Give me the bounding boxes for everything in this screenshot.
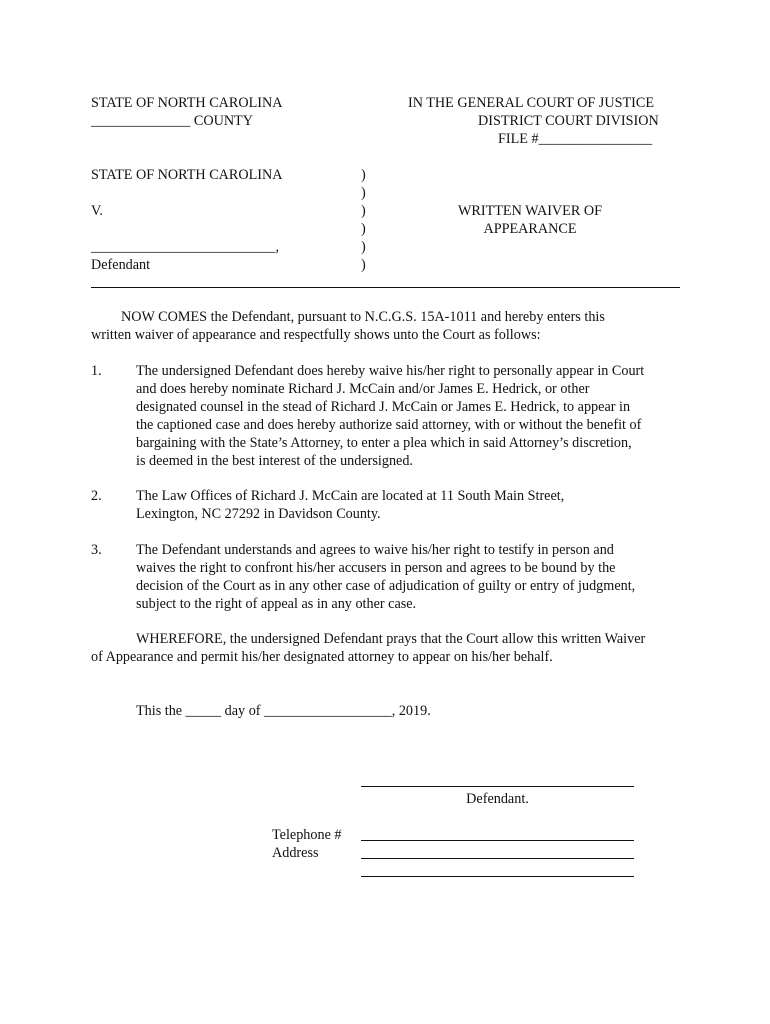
item-line: decision of the Court as in any other case of adjudication of guilty or entry of judgment, bbox=[136, 578, 636, 594]
caption-paren: ) bbox=[361, 185, 366, 201]
caption-paren: ) bbox=[361, 167, 366, 183]
county-field[interactable]: ______________ COUNTY bbox=[91, 113, 253, 129]
document-title-line2: APPEARANCE bbox=[483, 221, 577, 237]
item-line: subject to the right of appeal as in any other case. bbox=[136, 596, 417, 612]
item-line: waives the right to confront his/her accusers in person and agrees to be bound by the bbox=[136, 560, 616, 576]
state-heading: STATE OF NORTH CAROLINA bbox=[91, 95, 283, 111]
caption-paren: ) bbox=[361, 203, 366, 219]
court-heading: IN THE GENERAL COURT OF JUSTICE bbox=[408, 95, 654, 111]
item-line: the captioned case and does hereby authorize said attorney, with or without the benefit of bbox=[136, 417, 642, 433]
document-title-line1: WRITTEN WAIVER OF bbox=[458, 203, 602, 219]
plaintiff-name: STATE OF NORTH CAROLINA bbox=[91, 167, 283, 183]
defendant-name-field[interactable]: __________________________, bbox=[91, 239, 279, 255]
file-number-field[interactable]: FILE #________________ bbox=[498, 131, 653, 147]
item-line: The Defendant understands and agrees to waive his/her right to testify in person and bbox=[136, 542, 614, 558]
item-number: 2. bbox=[91, 488, 102, 504]
item-line: The undersigned Defendant does hereby waive his/her right to personally appear in Court bbox=[136, 363, 645, 379]
date-line-field[interactable]: This the _____ day of __________________, 2019. bbox=[136, 703, 431, 719]
item-line: bargaining with the State’s Attorney, to enter a plea which in said Attorney’s discretion, bbox=[136, 435, 632, 451]
wherefore-line: WHEREFORE, the undersigned Defendant prays that the Court allow this written Waiver bbox=[136, 631, 646, 647]
telephone-label: Telephone # bbox=[272, 827, 342, 843]
telephone-field[interactable] bbox=[361, 840, 634, 841]
defendant-signature-label: Defendant. bbox=[466, 791, 529, 807]
address-field-line2[interactable] bbox=[361, 876, 634, 877]
item-line: and does hereby nominate Richard J. McCain and/or James E. Hedrick, or other bbox=[136, 381, 590, 397]
caption-paren: ) bbox=[361, 257, 366, 273]
wherefore-line: of Appearance and permit his/her designated attorney to appear on his/her behalf. bbox=[91, 649, 553, 665]
versus-label: V. bbox=[91, 203, 103, 219]
item-line: Lexington, NC 27292 in Davidson County. bbox=[136, 506, 381, 522]
address-label: Address bbox=[272, 845, 319, 861]
item-number: 3. bbox=[91, 542, 102, 558]
signature-line[interactable] bbox=[361, 786, 634, 787]
caption-paren: ) bbox=[361, 221, 366, 237]
division-heading: DISTRICT COURT DIVISION bbox=[478, 113, 659, 129]
caption-paren: ) bbox=[361, 239, 366, 255]
address-field[interactable] bbox=[361, 858, 634, 859]
item-line: designated counsel in the stead of Richard J. McCain or James E. Hedrick, to appear in bbox=[136, 399, 631, 415]
defendant-label: Defendant bbox=[91, 257, 151, 273]
intro-line: written waiver of appearance and respectfully shows unto the Court as follows: bbox=[91, 327, 541, 343]
intro-line: NOW COMES the Defendant, pursuant to N.C.G.S. 15A-1011 and hereby enters this bbox=[121, 309, 605, 325]
item-number: 1. bbox=[91, 363, 102, 379]
item-line: The Law Offices of Richard J. McCain are located at 11 South Main Street, bbox=[136, 488, 565, 504]
caption-divider bbox=[91, 287, 680, 288]
item-line: is deemed in the best interest of the undersigned. bbox=[136, 453, 413, 469]
